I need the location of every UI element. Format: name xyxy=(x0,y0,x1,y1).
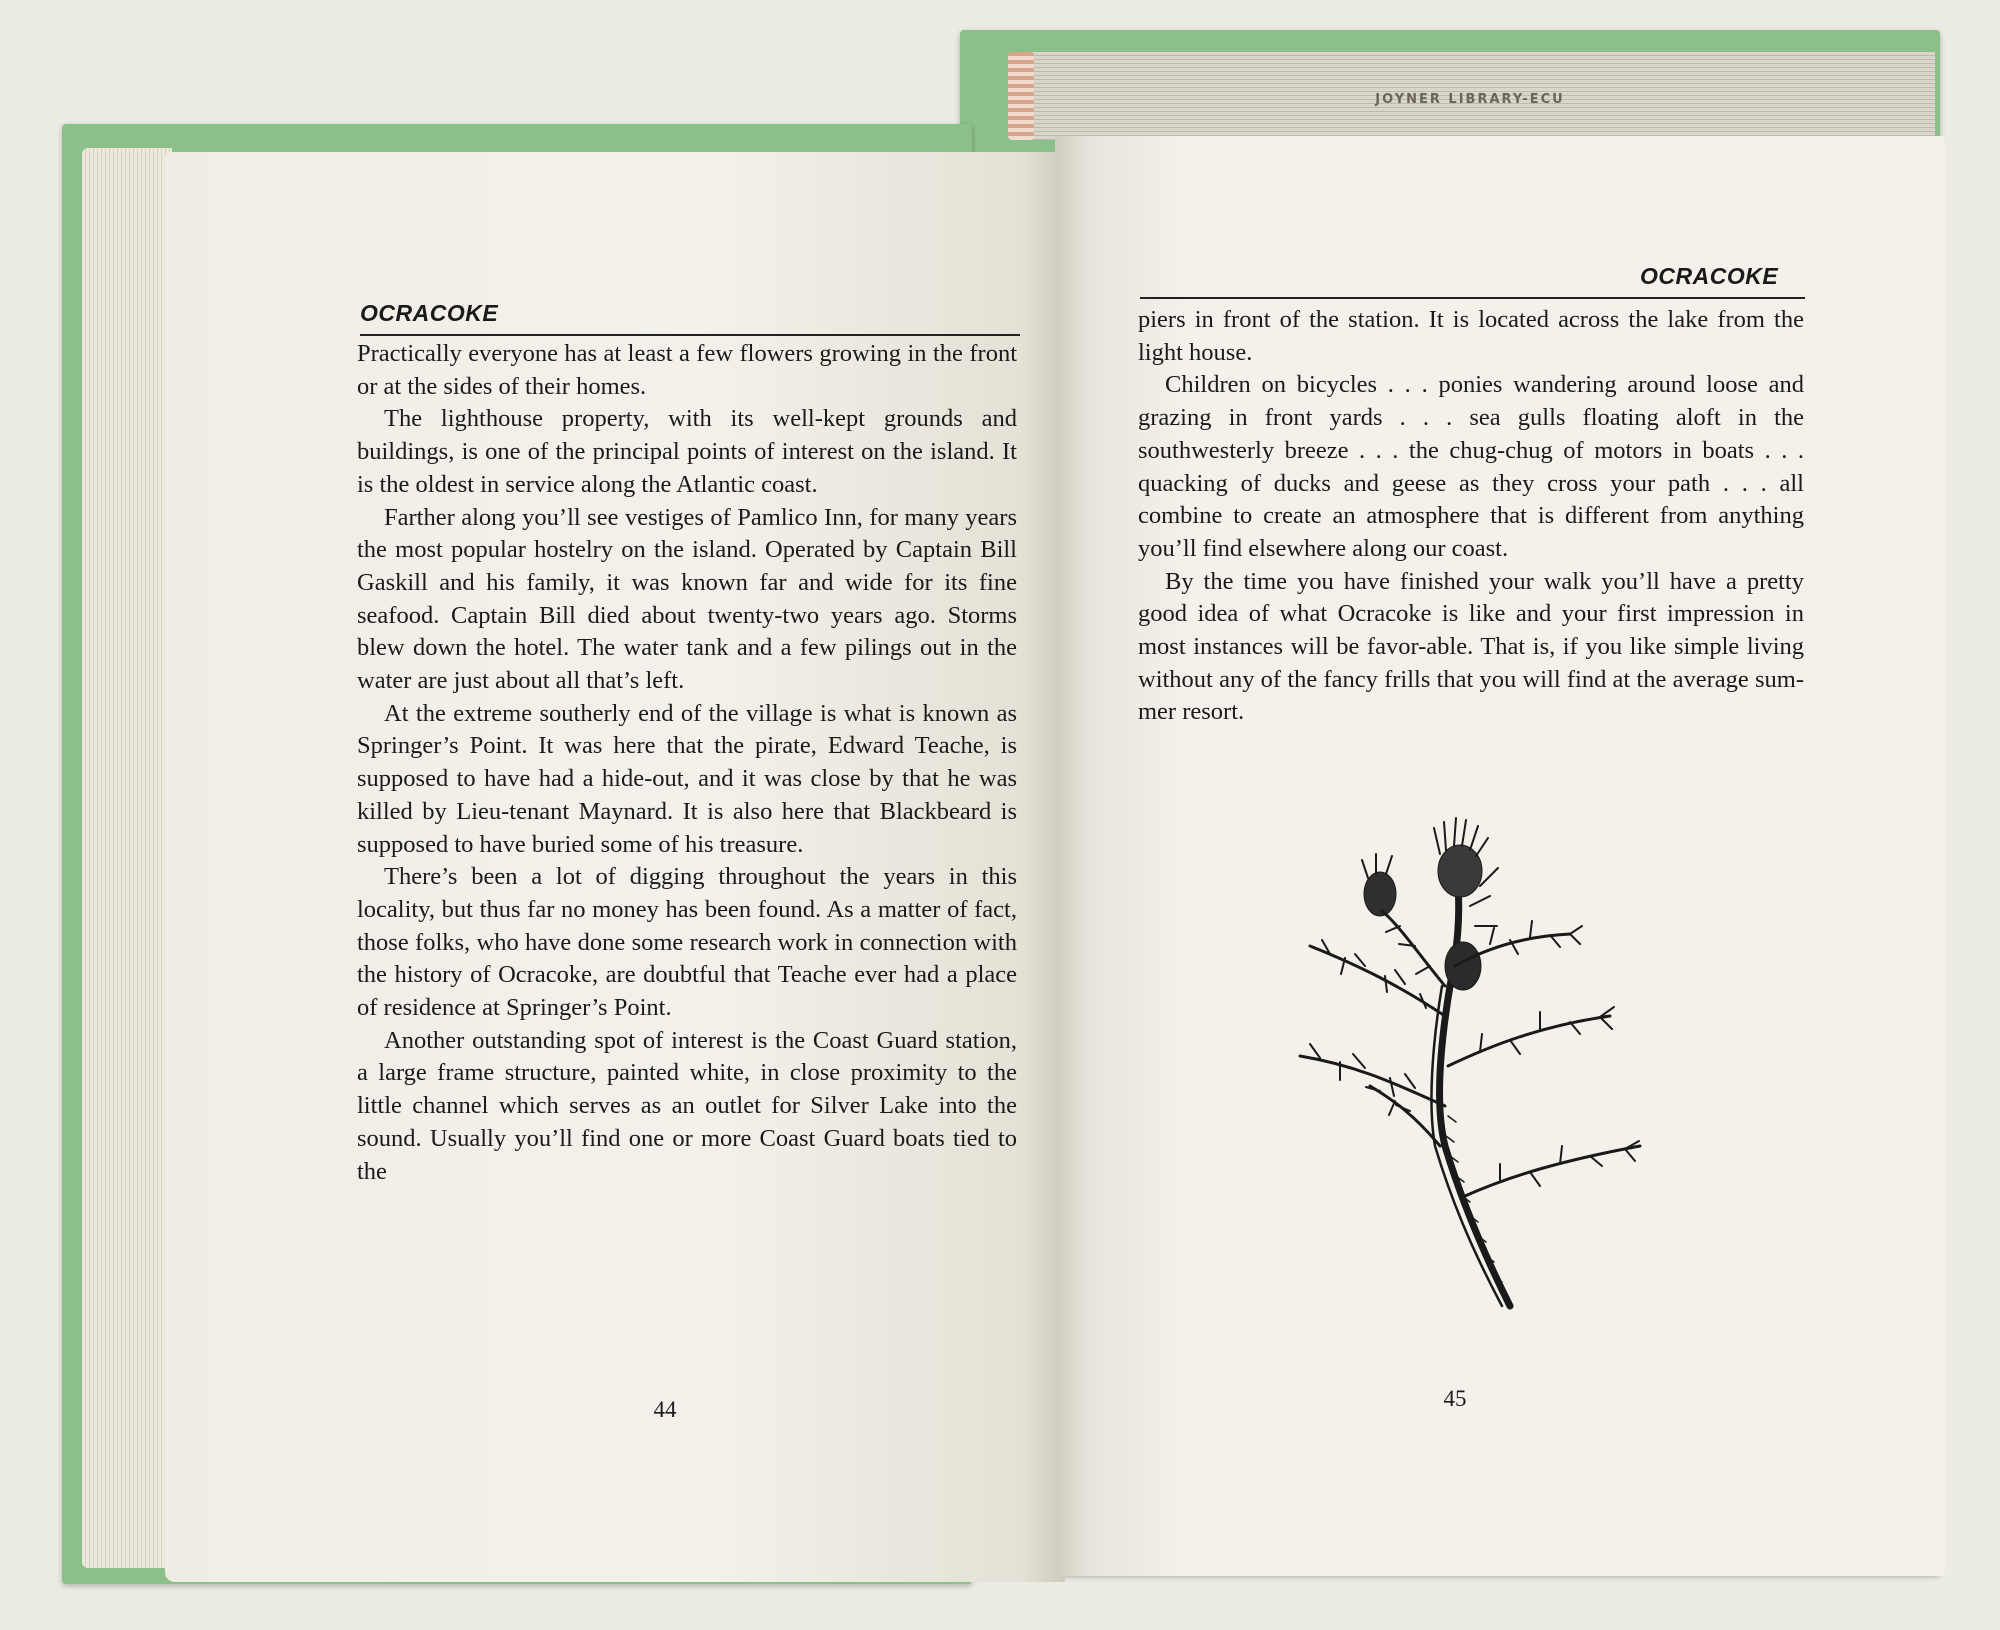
paragraph: Another outstanding spot of interest is the Coast Guard station, a large frame structure, painted white, in close proximity to the little channel which serves as an outlet for Silver Lake into the sound. Usually you’ll find one or more Coast Guard boats tied to the xyxy=(357,1026,1017,1185)
paragraph: Practically everyone has at least a few flowers growing in the front or at the sides of their homes. xyxy=(357,340,1017,400)
page-number-right: 45 xyxy=(1443,1386,1467,1411)
book-headband xyxy=(1008,52,1034,140)
library-stamp: JOYNER LIBRARY-ECU xyxy=(1375,92,1565,107)
left-page-body xyxy=(357,338,1017,1188)
paragraph: Farther along you’ll see vestiges of Pamlico Inn, for many years the most popular hostelry on the island. Operated by Captain Bill Gaskill and his family, it was known far and wide for its fine seafood. Captain Bill died about twenty-two years ago. Storms blew down the hotel. The water tank and a few pilings out in the water are just about all that’s left. xyxy=(357,503,1017,695)
right-page xyxy=(1055,136,1945,1576)
paragraph: There’s been a lot of digging throughout the years in this locality, but thus far no money has been found. As a matter of fact, those folks, who have done some research work in connection with the history of Ocracoke, are doubtful that Teache ever had a place of residence at Springer’s Point. xyxy=(357,863,1017,1022)
page-stack-left xyxy=(82,148,172,1568)
header-rule-left xyxy=(360,334,1020,336)
page-number-left: 44 xyxy=(653,1397,677,1422)
header-rule-right xyxy=(1140,297,1805,299)
paragraph: piers in front of the station. It is located across the lake from the light house. xyxy=(1138,306,1804,366)
paragraph: At the extreme southerly end of the village is what is known as Springer’s Point. It was here that the pirate, Edward Teache, is supposed to have had a hide-out, and it was close by that he was killed by Lieu-tenant Maynard. It is also here that Blackbeard is supposed to have buried some of his treasure. xyxy=(357,699,1017,858)
running-head-right: OCRACOKE xyxy=(1640,263,1779,289)
paragraph: Children on bicycles . . . ponies wandering around loose and grazing in front yards . . . sea gulls floating aloft in the southwesterly breeze . . . the chug-chug of motors in boats . . . quacking of ducks and geese as they cross your path . . . all combine to create an atmosphere that is different from anything you’ll find elsewhere along our coast. xyxy=(1138,371,1804,562)
left-page xyxy=(165,152,1065,1582)
paragraph: The lighthouse property, with its well-kept grounds and buildings, is one of the principal points of interest on the island. It is the oldest in service along the Atlantic coast. xyxy=(357,405,1017,498)
thistle-illustration xyxy=(1270,816,1690,1316)
paragraph: By the time you have finished your walk you’ll have a pretty good idea of what Ocracoke is like and your first impression in most instances will be favor-able. That is, if you like simple living without any of the fancy frills that you will find at the average sum-mer resort. xyxy=(1138,567,1804,726)
right-page-body xyxy=(1138,304,1804,729)
running-head-left: OCRACOKE xyxy=(360,300,499,326)
